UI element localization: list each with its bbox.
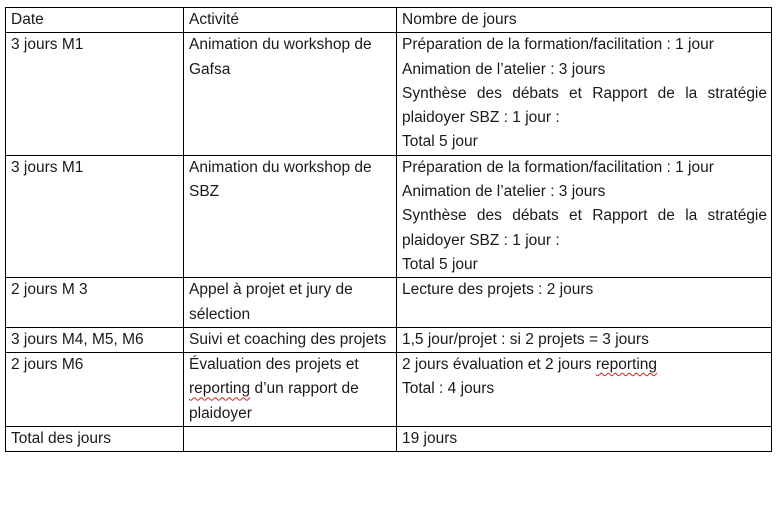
jours-line: Animation de l’atelier : 3 jours xyxy=(402,60,606,78)
activite-text: d’un rapport de plaidoyer xyxy=(189,380,359,422)
jours-line: Total 5 jour xyxy=(402,255,478,273)
cell-activite xyxy=(184,353,397,427)
table-total-row xyxy=(6,427,772,452)
jours-line: Préparation de la formation/facilitation : 1 jour xyxy=(402,36,714,54)
cell-jours xyxy=(397,353,772,427)
jours-line: Animation de l’atelier : 3 jours xyxy=(402,183,606,201)
cell-activite: Suivi et coaching des projets xyxy=(184,327,397,352)
planning-table xyxy=(5,7,772,452)
header-date: Date xyxy=(6,8,184,33)
jours-line: Synthèse des débats et Rapport de la stratégie plaidoyer SBZ : 1 jour : xyxy=(402,207,767,249)
cell-jours xyxy=(397,155,772,277)
total-label: Total des jours xyxy=(6,427,184,452)
cell-date: 2 jours M6 xyxy=(6,353,184,427)
cell-date: 3 jours M4, M5, M6 xyxy=(6,327,184,352)
cell-jours xyxy=(397,33,772,155)
cell-jours: Lecture des projets : 2 jours xyxy=(397,278,772,328)
cell-date: 2 jours M 3 xyxy=(6,278,184,328)
jours-line: Préparation de la formation/facilitation : 1 jour xyxy=(402,158,714,176)
cell-activite: Appel à projet et jury de sélection xyxy=(184,278,397,328)
jours-text: 2 jours évaluation et 2 jours xyxy=(402,356,596,374)
cell-jours: 1,5 jour/projet : si 2 projets = 3 jours xyxy=(397,327,772,352)
table-header-row xyxy=(6,8,772,33)
jours-total: Total : 4 jours xyxy=(402,380,495,398)
cell-date: 3 jours M1 xyxy=(6,33,184,155)
table-row xyxy=(6,33,772,155)
spellcheck-word: reporting xyxy=(595,356,658,374)
total-jours: 19 jours xyxy=(397,427,772,452)
activite-text: Évaluation des projets et xyxy=(189,356,359,374)
cell-activite: Animation du workshop de Gafsa xyxy=(184,33,397,155)
jours-line xyxy=(402,353,767,377)
table-row xyxy=(6,327,772,352)
header-nombre-de-jours: Nombre de jours xyxy=(397,8,772,33)
table-row xyxy=(6,155,772,277)
cell-activite: Animation du workshop de SBZ xyxy=(184,155,397,277)
jours-line: Total 5 jour xyxy=(402,133,478,151)
spellcheck-word: reporting xyxy=(189,380,251,398)
jours-line: Synthèse des débats et Rapport de la stratégie plaidoyer SBZ : 1 jour : xyxy=(402,84,767,127)
table-row xyxy=(6,353,772,427)
total-activite xyxy=(184,427,397,452)
header-activite: Activité xyxy=(184,8,397,33)
table-row xyxy=(6,278,772,328)
cell-date: 3 jours M1 xyxy=(6,155,184,277)
